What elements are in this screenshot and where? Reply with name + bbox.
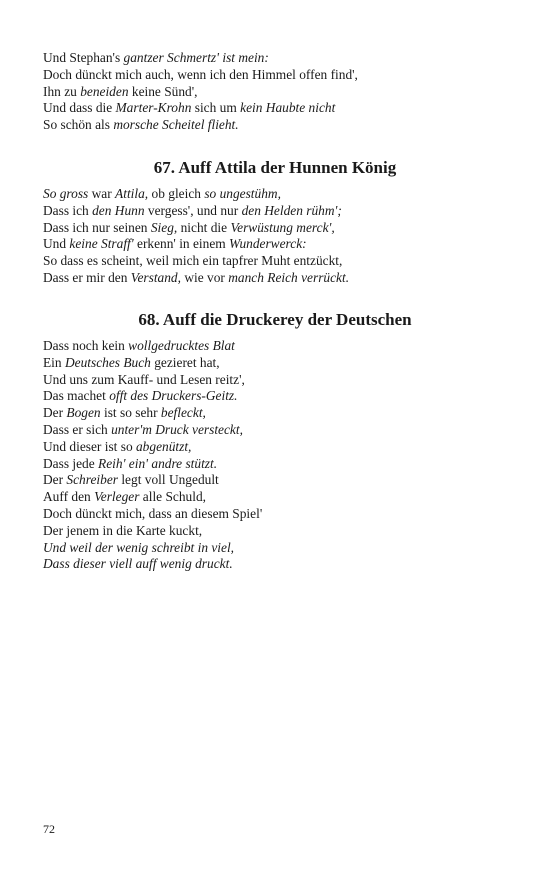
italic-phrase: kein Haubte nicht <box>240 100 336 116</box>
italic-phrase: befleckt, <box>160 405 206 421</box>
italic-phrase: manch Reich verrückt. <box>228 269 350 285</box>
intro-stanza <box>43 50 513 134</box>
verse-line: Dass noch kein wollgedrucktes Blat <box>43 338 235 353</box>
italic-phrase: offt des Druckers-Geitz. <box>109 388 238 404</box>
italic-phrase: wollgedrucktes Blat <box>128 338 235 353</box>
verse-line: Dass ich den Hunn vergess', und nur den Helden rühm'; <box>43 202 342 218</box>
verse-line: So dass es scheint, weil mich ein tapfrer Muht entzückt, <box>43 253 343 269</box>
italic-phrase: Und weil der wenig schreibt in viel, <box>43 539 235 555</box>
italic-phrase: Verstand, <box>130 269 181 285</box>
verse-line: Und uns zum Kauff- und Lesen reitz', <box>43 371 245 387</box>
italic-phrase: so ungestühm, <box>204 186 281 201</box>
italic-phrase: morsche Scheitel flieht. <box>113 117 239 133</box>
verse-line: Dass jede Reih' ein' andre stützt. <box>43 455 218 471</box>
verse-line: Und dieser ist so abgenützt, <box>43 438 192 454</box>
italic-phrase: Attila, <box>115 186 149 201</box>
italic-phrase: Wunderwerck: <box>229 236 307 252</box>
verse-line: Auff den Verleger alle Schuld, <box>43 489 207 505</box>
italic-phrase: abgenützt, <box>135 438 192 454</box>
verse-line: Und Stephan's gantzer Schmertz' ist mein: <box>43 50 269 65</box>
verse-line: Doch dünckt mich, dass an diesem Spiel' <box>43 505 263 521</box>
poem-68-title: 68. Auff die Druckerey der Deutschen <box>138 310 412 329</box>
italic-phrase: den Helden rühm'; <box>241 202 342 218</box>
verse-line: Doch dünckt mich auch, wenn ich den Himmel offen find', <box>43 66 358 82</box>
verse-line <box>43 556 513 573</box>
verse-line: Und keine Straff' erkenn' in einem Wunderwerck: <box>43 236 307 252</box>
italic-phrase: Dass dieser viell auff wenig druckt. <box>43 556 233 572</box>
verse-line: Dass ich nur seinen Sieg, nicht die Verwüstung merck', <box>43 219 335 235</box>
verse-line: Der Schreiber legt voll Ungedult <box>43 472 219 488</box>
italic-phrase: Schreiber <box>66 472 118 488</box>
italic-phrase: Marter-Krohn <box>115 100 192 116</box>
italic-phrase: Verleger <box>94 489 140 505</box>
italic-phrase: gantzer Schmertz' ist mein: <box>123 50 269 65</box>
italic-phrase: den Hunn <box>92 202 145 218</box>
verse-line: Das machet offt des Druckers-Geitz. <box>43 388 238 404</box>
poem-67-title: 67. Auff Attila der Hunnen König <box>153 158 397 177</box>
italic-phrase: Bogen <box>66 405 101 421</box>
italic-phrase: Sieg, <box>150 219 178 235</box>
italic-phrase: So gross <box>43 186 89 201</box>
verse-line <box>43 540 513 557</box>
page-number: 72 <box>43 822 55 836</box>
verse-line: So gross war Attila, ob gleich so ungestühm, <box>43 186 281 201</box>
italic-phrase: Deutsches Buch <box>64 354 151 370</box>
poem-68-body <box>43 338 513 573</box>
italic-phrase: beneiden <box>80 83 129 99</box>
verse-line: Dass er mir den Verstand, wie vor manch Reich verrückt. <box>43 269 350 285</box>
poem-67-body <box>43 186 513 287</box>
italic-phrase: Reih' ein' andre stützt. <box>98 455 218 471</box>
verse-line: So schön als morsche Scheitel flieht. <box>43 117 239 133</box>
italic-phrase: unter'm Druck versteckt, <box>111 421 243 437</box>
verse-line: Ein Deutsches Buch gezieret hat, <box>43 354 220 370</box>
verse-line: Der jenem in die Karte kuckt, <box>43 522 203 538</box>
verse-line: Ihn zu beneiden keine Sünd', <box>43 83 198 99</box>
italic-phrase: keine Straff' <box>69 236 134 252</box>
verse-line: Und dass die Marter-Krohn sich um kein Haubte nicht <box>43 100 336 116</box>
verse-line: Der Bogen ist so sehr befleckt, <box>43 405 206 421</box>
verse-line: Dass er sich unter'm Druck versteckt, <box>43 421 243 437</box>
italic-phrase: Verwüstung merck', <box>230 219 335 235</box>
